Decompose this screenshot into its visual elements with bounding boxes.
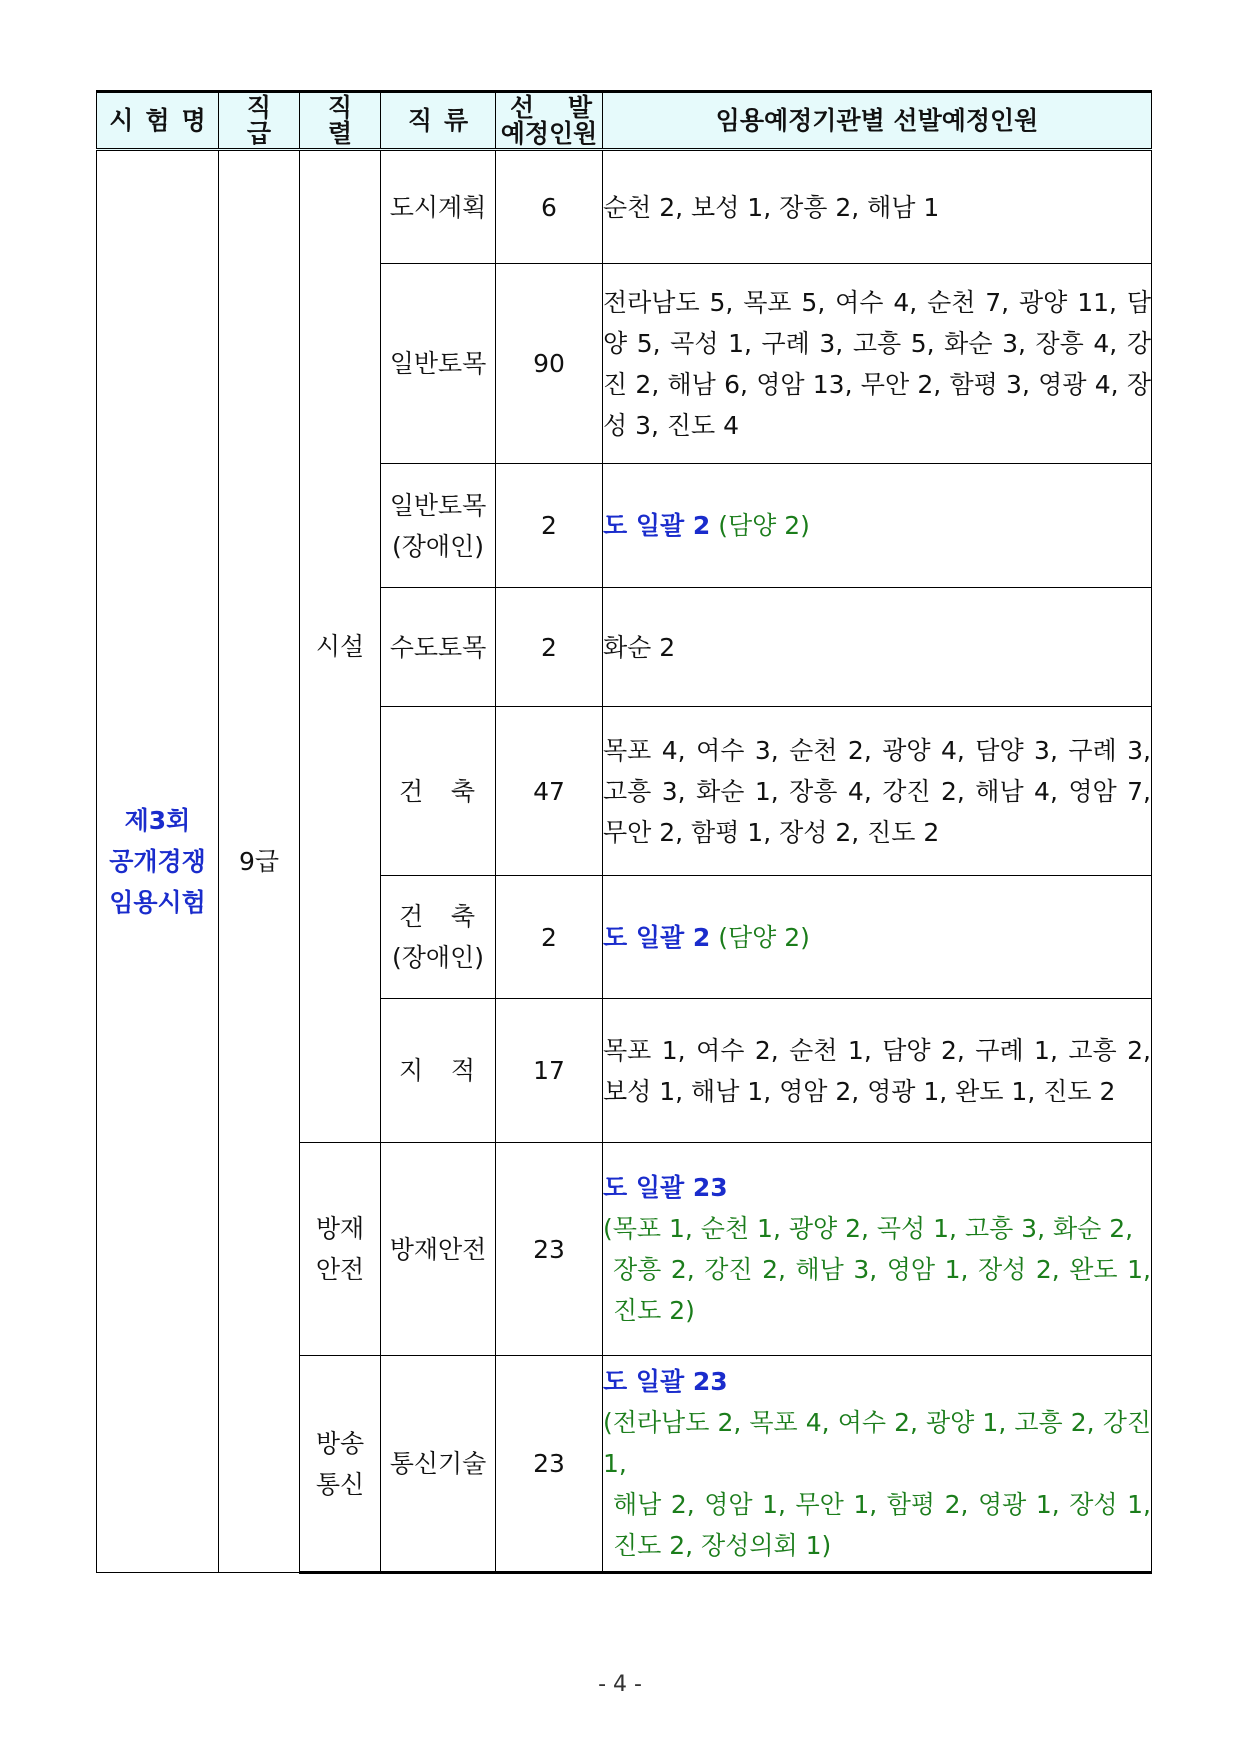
count-cell: 23 xyxy=(496,1356,603,1573)
grade-cell: 9급 xyxy=(219,150,300,1573)
series-line: 안전 xyxy=(315,1255,365,1284)
detail-bulk-label: 도 일괄 23 xyxy=(603,1367,728,1396)
detail-cell: 목포 4, 여수 3, 순천 2, 광양 4, 담양 3, 구례 3, 고흥 3, 화순 1, 장흥 4, 강진 2, 해남 4, 영암 7, 무안 2, 함평 1, 장성 2, 진도 2 xyxy=(603,707,1152,876)
track-char: 건 xyxy=(399,902,424,931)
table-row xyxy=(97,150,1152,264)
series-line: 방송 xyxy=(315,1428,365,1458)
detail-breakdown xyxy=(603,1402,1151,1566)
header-selection-top xyxy=(496,92,602,122)
exam-name-line: 공개경쟁 xyxy=(109,847,206,876)
header-row xyxy=(97,92,1152,150)
exam-name-cell xyxy=(97,150,219,1573)
detail-cell: 목포 1, 여수 2, 순천 1, 담양 2, 구례 1, 고흥 2, 보성 1, 해남 1, 영암 2, 영광 1, 완도 1, 진도 2 xyxy=(603,999,1152,1143)
track-line: 일반토목 xyxy=(389,490,487,520)
header-series: 직렬 xyxy=(300,92,381,150)
detail-bulk-label: 도 일괄 2 xyxy=(603,511,711,540)
count-cell: 17 xyxy=(496,999,603,1143)
detail-cell: 전라남도 5, 목포 5, 여수 4, 순천 7, 광양 11, 담양 5, 곡성 1, 구례 3, 고흥 5, 화순 3, 장흥 4, 강진 2, 해남 6, 영암 13, 무안 2, 함평 3, 영광 4, 장성 3, 진도 4 xyxy=(603,264,1152,464)
track-cell: 일반토목 xyxy=(381,264,496,464)
count-cell: 6 xyxy=(496,150,603,264)
detail-breakdown-rest: 장흥 2, 강진 2, 해남 3, 영암 1, 장성 2, 완도 1, 진도 2) xyxy=(613,1255,1151,1325)
count-cell: 2 xyxy=(496,876,603,999)
track-spaced xyxy=(381,771,495,812)
track-cell: 방재안전 xyxy=(381,1143,496,1356)
exam-name-line: 임용시험 xyxy=(109,888,206,917)
detail-breakdown: (담양 2) xyxy=(718,511,810,540)
track-line: (장애인) xyxy=(392,943,484,972)
count-cell: 23 xyxy=(496,1143,603,1356)
track-spaced xyxy=(381,896,495,937)
header-selection-bottom: 예정인원 xyxy=(500,118,598,148)
detail-bulk-label: 도 일괄 23 xyxy=(603,1173,728,1202)
track-char: 지 xyxy=(399,1056,424,1085)
track-cell xyxy=(381,999,496,1143)
detail-breakdown xyxy=(603,1208,1151,1331)
series-line: 통신 xyxy=(315,1469,365,1499)
detail-breakdown-first: (목포 1, 순천 1, 광양 2, 곡성 1, 고흥 3, 화순 2, xyxy=(603,1214,1134,1243)
detail-cell: 화순 2 xyxy=(603,588,1152,707)
page-number: - 4 - xyxy=(598,1672,642,1697)
track-cell xyxy=(381,707,496,876)
header-grade: 직급 xyxy=(219,92,300,150)
header-selection-top-left: 선 xyxy=(510,92,535,122)
header-selection-top-right: 발 xyxy=(567,92,592,122)
track-cell: 도시계획 xyxy=(381,150,496,264)
count-cell: 2 xyxy=(496,464,603,588)
detail-cell xyxy=(603,1356,1152,1573)
track-spaced xyxy=(381,1050,495,1091)
detail-cell xyxy=(603,464,1152,588)
track-char: 건 xyxy=(399,776,424,806)
header-selection-count xyxy=(496,92,603,150)
series-line: 방재 xyxy=(315,1214,365,1243)
exam-name-line: 제3회 xyxy=(124,806,191,835)
series-facility-cell: 시설 xyxy=(300,150,381,1143)
detail-breakdown-rest: 해남 2, 영암 1, 무안 1, 함평 2, 영광 1, 장성 1, 진도 2, 장성의회 1) xyxy=(613,1490,1151,1560)
detail-cell: 순천 2, 보성 1, 장흥 2, 해남 1 xyxy=(603,150,1152,264)
track-cell xyxy=(381,876,496,999)
track-char: 적 xyxy=(450,1056,475,1085)
header-track: 직류 xyxy=(381,92,496,150)
count-cell: 90 xyxy=(496,264,603,464)
detail-cell xyxy=(603,876,1152,999)
track-cell: 수도토목 xyxy=(381,588,496,707)
track-char: 축 xyxy=(450,776,475,806)
header-agency: 임용예정기관별 선발예정인원 xyxy=(603,92,1152,150)
count-cell: 47 xyxy=(496,707,603,876)
series-disaster-cell xyxy=(300,1143,381,1356)
header-exam: 시험명 xyxy=(97,92,219,150)
count-cell: 2 xyxy=(496,588,603,707)
series-broadcast-cell xyxy=(300,1356,381,1573)
detail-breakdown-first: (전라남도 2, 목포 4, 여수 2, 광양 1, 고흥 2, 강진 1, xyxy=(603,1408,1151,1478)
track-cell xyxy=(381,464,496,588)
detail-bulk-label: 도 일괄 2 xyxy=(603,922,711,952)
track-cell: 통신기술 xyxy=(381,1356,496,1573)
track-line: (장애인) xyxy=(392,531,484,561)
detail-cell xyxy=(603,1143,1152,1356)
detail-breakdown: (담양 2) xyxy=(718,922,810,952)
track-char: 축 xyxy=(450,902,475,931)
recruitment-table xyxy=(96,90,1152,1574)
